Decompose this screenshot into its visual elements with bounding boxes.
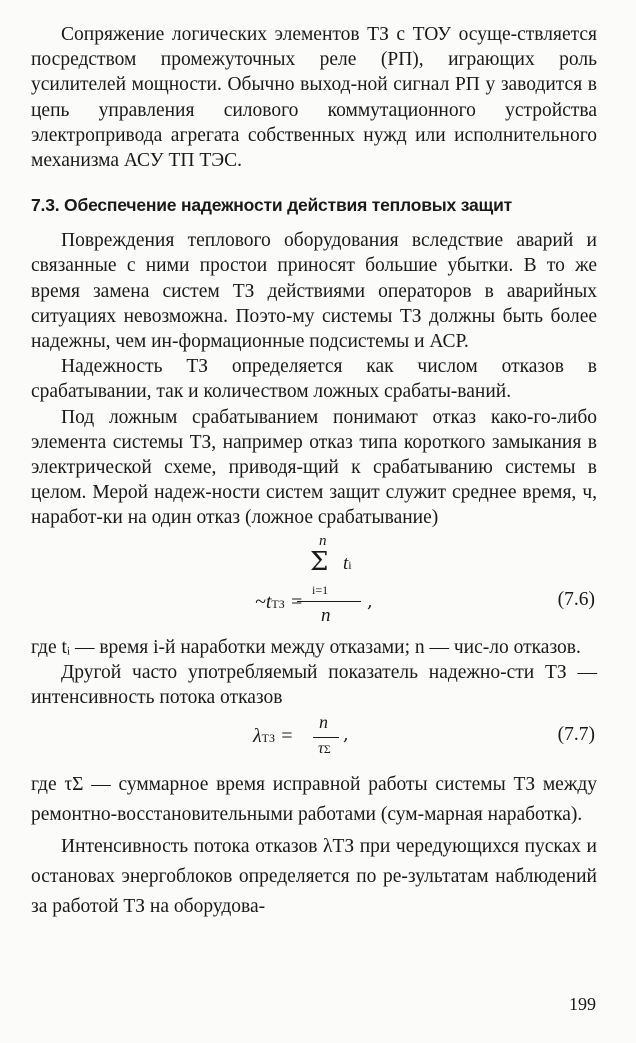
formula-lhs-7-7: λТЗ = [253,725,294,748]
page [31,22,597,922]
paragraph-where-t: где tᵢ — время i-й наработки между отказами; n — чис-ло отказов. [31,636,581,658]
equation-number-7-7: (7.7) [557,724,595,746]
formula-denominator-7-7: τΣ [318,740,331,758]
fraction-line [297,601,361,602]
fraction-line-7-7 [313,737,339,738]
paragraph-reliability: Надежность ТЗ определяется как числом отказов в срабатывании, так и количеством ложных срабаты-ваний. [31,356,597,403]
formula-7-6 [31,531,597,635]
section-heading: 7.3. Обеспечение надежности действия тепловых защит [31,195,512,216]
formula-comma: , [367,590,373,612]
paragraph-where-tau: где τΣ — суммарное время исправной работы системы ТЗ между ремонтно-восстановительными работами (сум-марная наработка). [31,774,597,826]
paragraph-damage: Повреждения теплового оборудования вследствие аварий и связанные с ними простои приносят большие убытки. В то же время замена систем ТЗ действиями операторов в аварийных ситуациях невозможна. Поэто-му системы ТЗ должны быть более надежны, чем ин-формационные подсистемы и АСР. [31,230,597,353]
paragraph-intensity-starts: Интенсивность потока отказов λТЗ при чередующихся пусках и остановах энергоблоков определяется по ре-зультатам наблюдений за работой ТЗ на оборудова- [31,836,597,918]
sum-lower-limit: i=1 [312,582,329,597]
paragraph-false-trip: Под ложным срабатыванием понимают отказ како-го-либо элемента системы ТЗ, например отказ типа короткого замыкания в электрической схеме, приводя-щий к срабатыванию системы в целом. Мерой надеж-ности систем защит служит среднее время, ч, наработ-ки на один отказ (ложное срабатывание) [31,406,597,529]
paragraph-intro: Сопряжение логических элементов ТЗ с ТОУ осуще-ствляется посредством промежуточных реле (РП), играющих роль усилителей мощности. Обычно выход-ной сигнал РП y заводится в цепь управления силового коммутационного устройства электропривода агрегата собственных нужд или исполнительного механизма АСУ ТП ТЭС. [31,24,597,172]
sum-term: ti [343,552,352,574]
sum-symbol: Σ [310,546,329,577]
paragraph-intensity: Другой часто употребляемый показатель надежно-сти ТЗ — интенсивность потока отказов [31,661,597,709]
sum-upper-limit: n [319,532,327,549]
formula-denominator: n [321,604,331,626]
formula-numerator: n [319,712,328,733]
formula-lhs: ~tТЗ = [255,590,304,613]
formula-7-7 [31,710,597,770]
page-number: 199 [569,994,596,1014]
equation-number-7-6: (7.6) [557,588,595,610]
formula-comma-7-7: , [343,724,349,746]
